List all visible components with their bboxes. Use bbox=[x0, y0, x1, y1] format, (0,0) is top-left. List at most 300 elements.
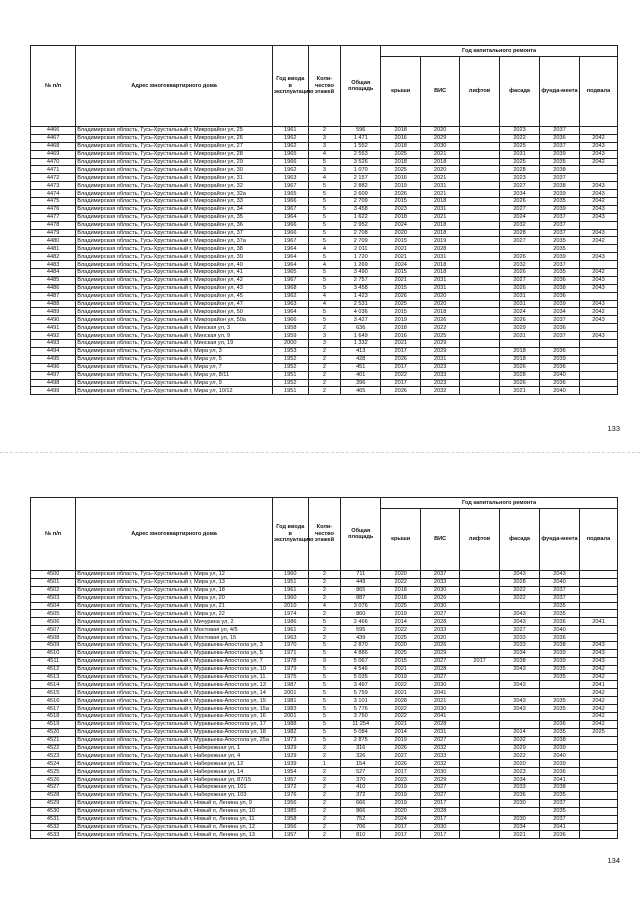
cell-floors: 5 bbox=[308, 736, 341, 744]
cell-floors: 5 bbox=[308, 190, 341, 198]
cell-facade: 2043 bbox=[500, 705, 540, 713]
cell-elevators bbox=[460, 594, 500, 602]
table-row bbox=[31, 586, 618, 594]
cell-year: 1965 bbox=[272, 150, 308, 158]
cell-year: 1956 bbox=[272, 823, 308, 831]
cell-elevators bbox=[460, 681, 500, 689]
cell-basement bbox=[580, 760, 618, 768]
cell-floors: 5 bbox=[308, 316, 341, 324]
cell-year: 1952 bbox=[272, 379, 308, 387]
cell-vis: 2032 bbox=[421, 744, 460, 752]
cell-year: 1962 bbox=[272, 142, 308, 150]
cell-year: 1939 bbox=[272, 760, 308, 768]
cell-number: 4479 bbox=[31, 229, 76, 237]
cell-area: 1 622 bbox=[341, 213, 381, 221]
cell-floors: 2 bbox=[308, 626, 341, 634]
table-row bbox=[31, 634, 618, 642]
cell-elevators bbox=[460, 371, 500, 379]
cell-vis: 2030 bbox=[421, 705, 460, 713]
cell-vis: 2030 bbox=[421, 681, 460, 689]
table-row bbox=[31, 134, 618, 142]
table-row bbox=[31, 205, 618, 213]
cell-year: 2010 bbox=[272, 602, 308, 610]
cell-foundation: 2037 bbox=[540, 142, 580, 150]
cell-elevators bbox=[460, 324, 500, 332]
header-vis: ВИС bbox=[421, 57, 460, 127]
cell-number: 4473 bbox=[31, 182, 76, 190]
cell-area: 1 649 bbox=[341, 332, 381, 340]
cell-number: 4476 bbox=[31, 205, 76, 213]
cell-area: 636 bbox=[341, 324, 381, 332]
cell-floors: 2 bbox=[308, 768, 341, 776]
cell-foundation: 2038 bbox=[540, 642, 580, 650]
cell-year: 1987 bbox=[272, 681, 308, 689]
cell-basement bbox=[580, 363, 618, 371]
cell-floors: 2 bbox=[308, 324, 341, 332]
cell-basement: 2043 bbox=[580, 229, 618, 237]
cell-elevators bbox=[460, 586, 500, 594]
cell-roof: 2022 bbox=[381, 626, 421, 634]
cell-facade: 2034 bbox=[500, 190, 540, 198]
cell-roof: 2020 bbox=[381, 229, 421, 237]
cell-foundation: 2040 bbox=[540, 626, 580, 634]
cell-floors: 5 bbox=[308, 689, 341, 697]
cell-floors: 2 bbox=[308, 815, 341, 823]
cell-year: 1966 bbox=[272, 229, 308, 237]
cell-roof: 2019 bbox=[381, 673, 421, 681]
cell-number: 4484 bbox=[31, 269, 76, 277]
cell-vis: 2018 bbox=[421, 261, 460, 269]
cell-address: Владимирская область, Гусь-Хрустальный г, Муравьева-Апостола ул, 15 bbox=[76, 697, 273, 705]
cell-floors: 5 bbox=[308, 198, 341, 206]
cell-basement bbox=[580, 752, 618, 760]
cell-basement bbox=[580, 791, 618, 799]
cell-elevators bbox=[460, 784, 500, 792]
cell-foundation: 2043 bbox=[540, 571, 580, 579]
cell-foundation: 2036 bbox=[540, 276, 580, 284]
table-row bbox=[31, 665, 618, 673]
cell-area: 711 bbox=[341, 571, 381, 579]
cell-number: 4467 bbox=[31, 134, 76, 142]
cell-address: Владимирская область, Гусь-Хрустальный г, Новый п, Ленина ул, 13 bbox=[76, 831, 273, 839]
cell-elevators bbox=[460, 387, 500, 395]
cell-floors: 4 bbox=[308, 602, 341, 610]
cell-address: Владимирская область, Гусь-Хрустальный г, Мира ул, 3 bbox=[76, 347, 273, 355]
cell-foundation: 2037 bbox=[540, 174, 580, 182]
cell-floors: 2 bbox=[308, 784, 341, 792]
cell-roof: 2025 bbox=[381, 166, 421, 174]
cell-facade: 2025 bbox=[500, 142, 540, 150]
cell-roof: 2016 bbox=[381, 332, 421, 340]
cell-foundation: 2037 bbox=[540, 815, 580, 823]
cell-basement bbox=[580, 586, 618, 594]
cell-foundation: 2035 bbox=[540, 198, 580, 206]
table-row bbox=[31, 571, 618, 579]
cell-address: Владимирская область, Гусь-Хрустальный г, Микрорайон ул, 29 bbox=[76, 158, 273, 166]
cell-floors: 2 bbox=[308, 799, 341, 807]
cell-facade: 2023 bbox=[500, 127, 540, 135]
cell-address: Владимирская область, Гусь-Хрустальный г, Муравьева-Апостола ул, 5 bbox=[76, 649, 273, 657]
cell-basement: 2043 bbox=[580, 142, 618, 150]
table-row bbox=[31, 791, 618, 799]
cell-floors: 3 bbox=[308, 340, 341, 348]
cell-elevators bbox=[460, 221, 500, 229]
cell-year: 1967 bbox=[272, 182, 308, 190]
cell-facade: 2028 bbox=[500, 229, 540, 237]
cell-basement bbox=[580, 626, 618, 634]
cell-area: 5 067 bbox=[341, 657, 381, 665]
table-row bbox=[31, 237, 618, 245]
cell-roof: 2015 bbox=[381, 237, 421, 245]
cell-roof: 2017 bbox=[381, 831, 421, 839]
cell-year: 1962 bbox=[272, 166, 308, 174]
cell-facade: 2033 bbox=[500, 784, 540, 792]
cell-address: Владимирская область, Гусь-Хрустальный г, Микрорайон ул, 45 bbox=[76, 292, 273, 300]
cell-basement: 2042 bbox=[580, 720, 618, 728]
table-row bbox=[31, 300, 618, 308]
cell-area: 1 471 bbox=[341, 134, 381, 142]
cell-facade: 2021 bbox=[500, 831, 540, 839]
cell-address: Владимирская область, Гусь-Хрустальный г, Муравьева-Апостола ул, 17 bbox=[76, 720, 273, 728]
cell-number: 4492 bbox=[31, 332, 76, 340]
cell-number: 4502 bbox=[31, 586, 76, 594]
cell-foundation: 2038 bbox=[540, 182, 580, 190]
cell-basement bbox=[580, 221, 618, 229]
table-row bbox=[31, 245, 618, 253]
cell-number: 4501 bbox=[31, 578, 76, 586]
cell-number: 4485 bbox=[31, 276, 76, 284]
cell-elevators bbox=[460, 689, 500, 697]
cell-address: Владимирская область, Гусь-Хрустальный г, Микрорайон ул, 30 bbox=[76, 166, 273, 174]
cell-elevators bbox=[460, 332, 500, 340]
table-row bbox=[31, 602, 618, 610]
cell-area: 3 101 bbox=[341, 697, 381, 705]
cell-floors: 2 bbox=[308, 578, 341, 586]
cell-address: Владимирская область, Гусь-Хрустальный г, Набережная ул, 87/15 bbox=[76, 776, 273, 784]
table-row bbox=[31, 831, 618, 839]
cell-floors: 2 bbox=[308, 363, 341, 371]
cell-address: Владимирская область, Гусь-Хрустальный г, Микрорайон ул, 32а bbox=[76, 190, 273, 198]
cell-year: 2000 bbox=[272, 340, 308, 348]
table-row bbox=[31, 261, 618, 269]
cell-facade: 2027 bbox=[500, 237, 540, 245]
cell-number: 4513 bbox=[31, 673, 76, 681]
cell-year: 1966 bbox=[272, 158, 308, 166]
cell-address: Владимирская область, Гусь-Хрустальный г, Микрорайон ул, 50 bbox=[76, 308, 273, 316]
cell-year: 1962 bbox=[272, 292, 308, 300]
cell-area: 810 bbox=[341, 831, 381, 839]
cell-vis: 2029 bbox=[421, 649, 460, 657]
cell-elevators bbox=[460, 665, 500, 673]
cell-address: Владимирская область, Гусь-Хрустальный г, Микрорайон ул, 41 bbox=[76, 269, 273, 277]
table-row bbox=[31, 618, 618, 626]
cell-elevators bbox=[460, 300, 500, 308]
cell-number: 4503 bbox=[31, 594, 76, 602]
cell-vis: 2027 bbox=[421, 791, 460, 799]
cell-basement: 2043 bbox=[580, 190, 618, 198]
cell-area: 5 759 bbox=[341, 689, 381, 697]
cell-roof: 2017 bbox=[381, 379, 421, 387]
cell-foundation bbox=[540, 689, 580, 697]
cell-basement: 2041 bbox=[580, 681, 618, 689]
cell-address: Владимирская область, Гусь-Хрустальный г, Муравьева-Апостола ул, 18 bbox=[76, 728, 273, 736]
cell-elevators bbox=[460, 316, 500, 324]
cell-address: Владимирская область, Гусь-Хрустальный г, Микрорайон ул, 50а bbox=[76, 316, 273, 324]
cell-year: 1958 bbox=[272, 324, 308, 332]
cell-area: 2 952 bbox=[341, 221, 381, 229]
cell-year: 1958 bbox=[272, 815, 308, 823]
cell-vis: 2028 bbox=[421, 245, 460, 253]
cell-elevators bbox=[460, 308, 500, 316]
cell-area: 2 757 bbox=[341, 276, 381, 284]
cell-roof: 2018 bbox=[381, 586, 421, 594]
cell-area: 3 076 bbox=[341, 602, 381, 610]
cell-facade: 2031 bbox=[500, 292, 540, 300]
cell-floors: 2 bbox=[308, 831, 341, 839]
cell-foundation bbox=[540, 681, 580, 689]
cell-elevators bbox=[460, 831, 500, 839]
cell-elevators bbox=[460, 578, 500, 586]
cell-number: 4486 bbox=[31, 284, 76, 292]
cell-roof: 2017 bbox=[381, 768, 421, 776]
cell-year: 1966 bbox=[272, 221, 308, 229]
cell-basement bbox=[580, 807, 618, 815]
table-row bbox=[31, 142, 618, 150]
cell-address: Владимирская область, Гусь-Хрустальный г, Микрорайон ул, 26 bbox=[76, 134, 273, 142]
table-row bbox=[31, 610, 618, 618]
cell-foundation: 2037 bbox=[540, 799, 580, 807]
cell-elevators bbox=[460, 697, 500, 705]
cell-year: 1985 bbox=[272, 807, 308, 815]
cell-year: 2001 bbox=[272, 713, 308, 721]
table-row bbox=[31, 594, 618, 602]
cell-floors: 5 bbox=[308, 697, 341, 705]
cell-basement: 2042 bbox=[580, 198, 618, 206]
cell-year: 1981 bbox=[272, 697, 308, 705]
cell-number: 4498 bbox=[31, 379, 76, 387]
cell-floors: 2 bbox=[308, 752, 341, 760]
cell-number: 4483 bbox=[31, 261, 76, 269]
table-row bbox=[31, 744, 618, 752]
cell-basement bbox=[580, 174, 618, 182]
header-year: Год ввода в эксплуатацию bbox=[272, 46, 308, 127]
cell-number: 4472 bbox=[31, 174, 76, 182]
cell-floors: 5 bbox=[308, 158, 341, 166]
cell-number: 4474 bbox=[31, 190, 76, 198]
cell-foundation bbox=[540, 713, 580, 721]
cell-area: 396 bbox=[341, 379, 381, 387]
table-row bbox=[31, 713, 618, 721]
cell-roof: 2020 bbox=[381, 642, 421, 650]
cell-area: 439 bbox=[341, 634, 381, 642]
cell-basement bbox=[580, 571, 618, 579]
cell-address: Владимирская область, Гусь-Хрустальный г, Мира ул, 21 bbox=[76, 602, 273, 610]
cell-address: Владимирская область, Гусь-Хрустальный г, Микрорайон ул, 37а bbox=[76, 237, 273, 245]
cell-area: 5 776 bbox=[341, 705, 381, 713]
cell-floors: 4 bbox=[308, 292, 341, 300]
cell-area: 1 070 bbox=[341, 166, 381, 174]
cell-year: 1929 bbox=[272, 744, 308, 752]
cell-foundation: 2035 bbox=[540, 673, 580, 681]
cell-vis: 2023 bbox=[421, 379, 460, 387]
cell-facade: 2043 bbox=[500, 681, 540, 689]
cell-address: Владимирская область, Гусь-Хрустальный г, Микрорайон ул, 39 bbox=[76, 253, 273, 261]
cell-foundation: 2039 bbox=[540, 190, 580, 198]
cell-vis: 2031 bbox=[421, 253, 460, 261]
header-capital-repair: Год капитального ремонта bbox=[381, 46, 618, 57]
cell-facade: 2033 bbox=[500, 634, 540, 642]
cell-year: 1960 bbox=[272, 571, 308, 579]
cell-foundation: 2037 bbox=[540, 229, 580, 237]
cell-facade: 2022 bbox=[500, 594, 540, 602]
cell-elevators bbox=[460, 182, 500, 190]
cell-foundation: 2040 bbox=[540, 371, 580, 379]
cell-roof: 2021 bbox=[381, 689, 421, 697]
cell-floors: 5 bbox=[308, 728, 341, 736]
cell-facade: 2024 bbox=[500, 213, 540, 221]
header-number: № п/п bbox=[31, 498, 76, 571]
cell-year: 2001 bbox=[272, 689, 308, 697]
cell-facade: 2026 bbox=[500, 253, 540, 261]
header-basement: подвала bbox=[580, 509, 618, 571]
cell-floors: 2 bbox=[308, 355, 341, 363]
cell-area: 2 875 bbox=[341, 736, 381, 744]
cell-area: 372 bbox=[341, 791, 381, 799]
cell-foundation: 2036 bbox=[540, 324, 580, 332]
cell-basement bbox=[580, 340, 618, 348]
cell-basement bbox=[580, 379, 618, 387]
cell-number: 4521 bbox=[31, 736, 76, 744]
cell-number: 4509 bbox=[31, 642, 76, 650]
cell-number: 4514 bbox=[31, 681, 76, 689]
cell-address: Владимирская область, Гусь-Хрустальный г, Минская ул, 3 bbox=[76, 324, 273, 332]
cell-vis: 2018 bbox=[421, 221, 460, 229]
cell-floors: 5 bbox=[308, 665, 341, 673]
cell-elevators bbox=[460, 720, 500, 728]
cell-floors: 5 bbox=[308, 673, 341, 681]
housing-register-table bbox=[30, 45, 618, 395]
cell-vis: 2026 bbox=[421, 642, 460, 650]
cell-elevators bbox=[460, 229, 500, 237]
cell-foundation: 2036 bbox=[540, 347, 580, 355]
cell-address: Владимирская область, Гусь-Хрустальный г, Микрорайон ул, 38 bbox=[76, 245, 273, 253]
table-row bbox=[31, 253, 618, 261]
cell-elevators bbox=[460, 610, 500, 618]
table-row bbox=[31, 768, 618, 776]
cell-area: 2 870 bbox=[341, 642, 381, 650]
cell-year: 1960 bbox=[272, 594, 308, 602]
cell-number: 4516 bbox=[31, 697, 76, 705]
cell-number: 4515 bbox=[31, 689, 76, 697]
cell-elevators bbox=[460, 379, 500, 387]
cell-vis: 2030 bbox=[421, 142, 460, 150]
cell-address: Владимирская область, Гусь-Хрустальный г, Микрорайон ул, 37 bbox=[76, 229, 273, 237]
cell-address: Владимирская область, Гусь-Хрустальный г, Набережная ул, 101 bbox=[76, 784, 273, 792]
cell-basement: 2043 bbox=[580, 657, 618, 665]
cell-foundation: 2035 bbox=[540, 602, 580, 610]
cell-vis: 2020 bbox=[421, 292, 460, 300]
cell-foundation: 2039 bbox=[540, 760, 580, 768]
cell-address: Владимирская область, Гусь-Хрустальный г, Микрорайон ул, 33 bbox=[76, 198, 273, 206]
cell-address: Владимирская область, Гусь-Хрустальный г, Мира ул, 22 bbox=[76, 610, 273, 618]
header-basement: подвала bbox=[580, 57, 618, 127]
cell-basement bbox=[580, 594, 618, 602]
cell-facade: 2033 bbox=[500, 642, 540, 650]
cell-vis: 2027 bbox=[421, 673, 460, 681]
cell-area: 3 427 bbox=[341, 316, 381, 324]
cell-floors: 4 bbox=[308, 174, 341, 182]
cell-number: 4471 bbox=[31, 166, 76, 174]
cell-elevators bbox=[460, 261, 500, 269]
cell-foundation: 2039 bbox=[540, 649, 580, 657]
cell-vis: 2029 bbox=[421, 340, 460, 348]
cell-basement bbox=[580, 831, 618, 839]
cell-number: 4506 bbox=[31, 618, 76, 626]
cell-foundation: 2039 bbox=[540, 744, 580, 752]
cell-basement: 2042 bbox=[580, 673, 618, 681]
cell-number: 4527 bbox=[31, 784, 76, 792]
cell-floors: 2 bbox=[308, 823, 341, 831]
table-row bbox=[31, 316, 618, 324]
cell-foundation: 2038 bbox=[540, 284, 580, 292]
cell-foundation: 2036 bbox=[540, 363, 580, 371]
cell-floors: 4 bbox=[308, 150, 341, 158]
cell-facade: 2021 bbox=[500, 387, 540, 395]
cell-elevators bbox=[460, 174, 500, 182]
cell-area: 527 bbox=[341, 768, 381, 776]
cell-area: 4 886 bbox=[341, 649, 381, 657]
table-row bbox=[31, 697, 618, 705]
cell-floors: 5 bbox=[308, 237, 341, 245]
cell-facade: 2030 bbox=[500, 799, 540, 807]
cell-foundation: 2038 bbox=[540, 166, 580, 174]
cell-area: 154 bbox=[341, 760, 381, 768]
cell-address: Владимирская область, Гусь-Хрустальный г, Новый п, Ленина ул, 9 bbox=[76, 799, 273, 807]
cell-vis: 2018 bbox=[421, 269, 460, 277]
table-row bbox=[31, 728, 618, 736]
cell-elevators bbox=[460, 602, 500, 610]
cell-roof: 2014 bbox=[381, 728, 421, 736]
cell-vis: 2018 bbox=[421, 229, 460, 237]
cell-number: 4519 bbox=[31, 720, 76, 728]
cell-address: Владимирская область, Гусь-Хрустальный г, Мира ул, 18 bbox=[76, 586, 273, 594]
cell-number: 4487 bbox=[31, 292, 76, 300]
header-foundation: фунда-мента bbox=[540, 57, 580, 127]
cell-facade: 2028 bbox=[500, 371, 540, 379]
cell-year: 1966 bbox=[272, 198, 308, 206]
cell-facade: 2026 bbox=[500, 316, 540, 324]
cell-vis: 2030 bbox=[421, 768, 460, 776]
table-row bbox=[31, 324, 618, 332]
cell-foundation: 2040 bbox=[540, 752, 580, 760]
table-row bbox=[31, 657, 618, 665]
cell-vis: 2020 bbox=[421, 634, 460, 642]
cell-number: 4505 bbox=[31, 610, 76, 618]
cell-basement: 2042 bbox=[580, 697, 618, 705]
cell-roof: 2018 bbox=[381, 142, 421, 150]
cell-roof: 2023 bbox=[381, 205, 421, 213]
cell-roof: 2021 bbox=[381, 245, 421, 253]
cell-roof: 2021 bbox=[381, 340, 421, 348]
table-row bbox=[31, 332, 618, 340]
table-row bbox=[31, 815, 618, 823]
cell-year: 1959 bbox=[272, 332, 308, 340]
cell-facade: 2029 bbox=[500, 324, 540, 332]
cell-facade: 2026 bbox=[500, 363, 540, 371]
header-elevators: лифтов bbox=[460, 509, 500, 571]
cell-area: 449 bbox=[341, 578, 381, 586]
cell-year: 1974 bbox=[272, 610, 308, 618]
